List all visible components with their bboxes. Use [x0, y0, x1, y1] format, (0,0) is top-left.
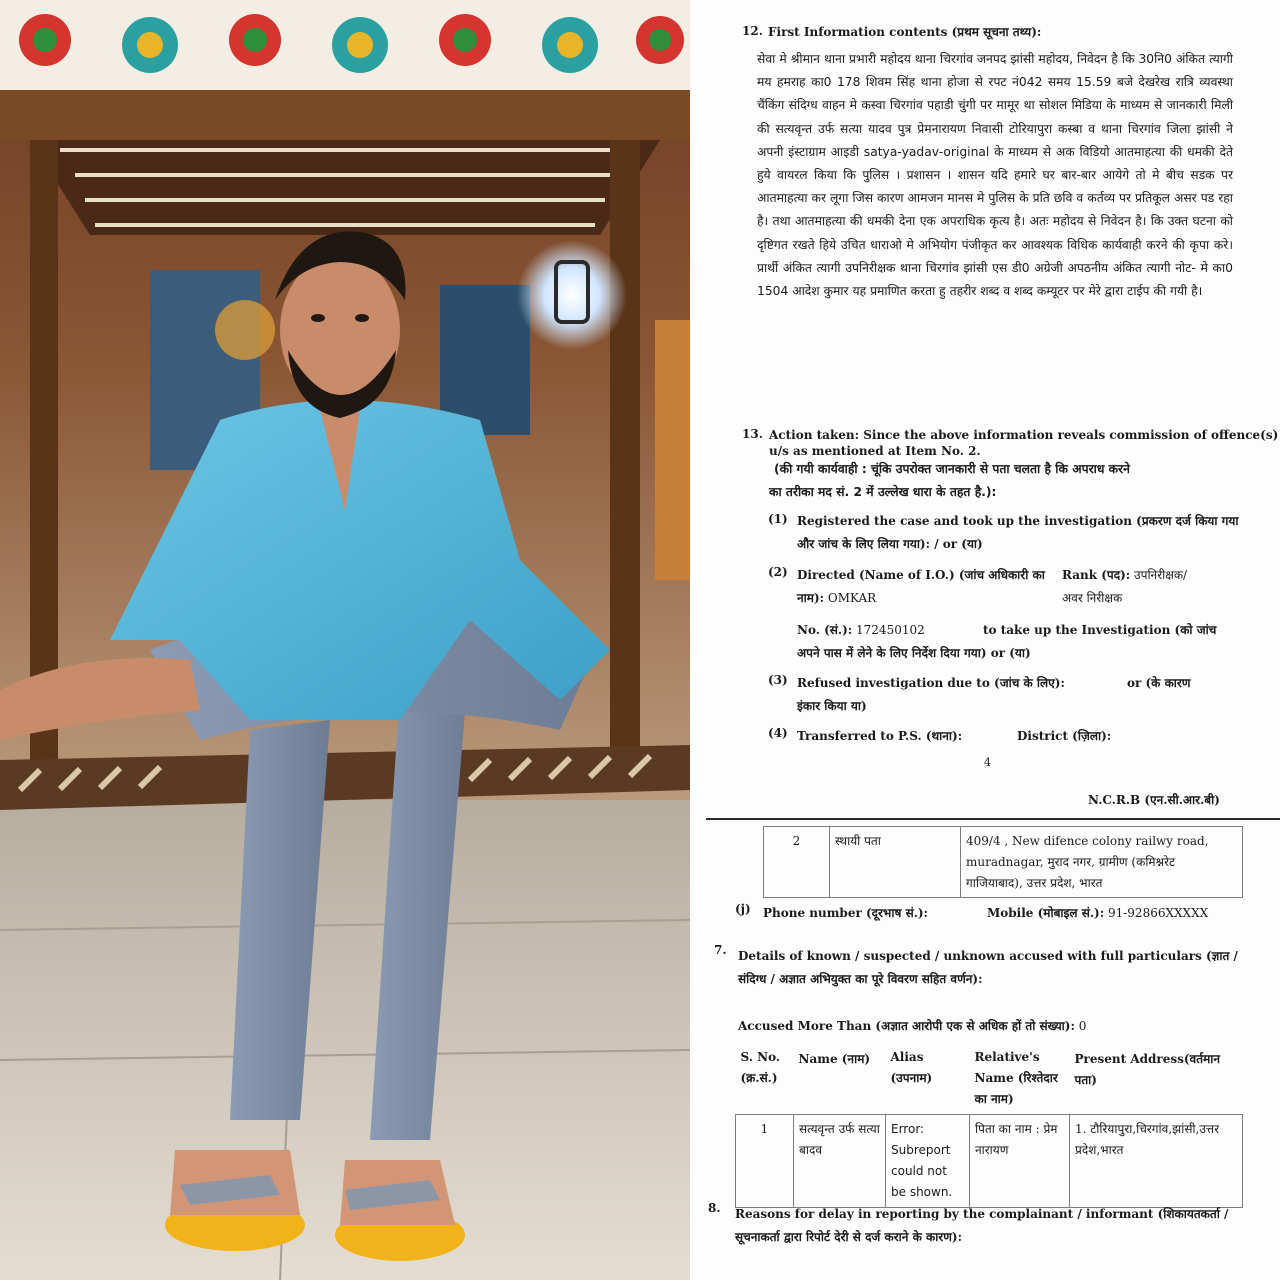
section-13-number: 13. [742, 427, 763, 441]
accused-table [735, 1043, 1243, 1208]
item-3-line-1: Refused investigation due to (जांच के लिए): [797, 676, 1065, 690]
item-3-number: (3) [768, 673, 788, 687]
item-1-line-2: और जांच के लिए लिया गया): / or (या) [797, 537, 983, 551]
header-alias: Alias (उपनाम) [886, 1043, 970, 1115]
section-8-heading-2: सूचनाकर्ता द्वारा रिपोर्ट देरी से दर्ज कराने के कारण): [735, 1230, 962, 1244]
item-3-or: or (के कारण [1127, 676, 1191, 690]
lantern-glow [517, 240, 627, 350]
io-number: 172450102 [856, 623, 925, 637]
take-up-investigation-2: अपने पास में लेने के लिए निर्देश दिया गया) or (या) [797, 646, 1031, 660]
section-7-number: 7. [714, 943, 727, 957]
item-2-name-label: नाम): [797, 591, 825, 605]
accused-count-label: Accused More Than (अज्ञात आरोपी एक से अधिक हों तो संख्या): [738, 1019, 1075, 1033]
accused-count-value: 0 [1078, 1019, 1087, 1033]
io-name: OMKAR [827, 591, 877, 605]
item-3-line-2: इंकार किया या) [797, 699, 867, 713]
page-number: 4 [984, 756, 991, 769]
first-information-body: सेवा मे श्रीमान थाना प्रभारी महोदय थाना चिरगांव जनपद झांसी महोदय, निवेदन है कि 30नि0 अंकित त्यागी मय हमराह का0 178 शिवम सिंह थाना होजा से रपट नं042 समय 15.59 बजे देखरेख रात्रि व्यवस्था चैंकिंग संदिग्ध वाहन मे कस्वा चिरगांव पहाडी चुंगी पर मामूर था सोशल मिडिया के माध्यम से जानकारी मिली की सत्यवृन्त उर्फ सत्या यादव पुत्र प्रेमनारायण निवासी टोरियापुरा कस्बा व थाना चिरगांव जिला झांसी ने अपनी इंस्टाग्राम आइडी satya-yadav-original के माध्यम से अक विडियो आतमाहत्या की धमकी देते हुये वायरल किया कि पुलिस । प्रशासन । शासन यदि हमारे घर बार-बार आयेगे तो मे बीच सडक पर आतमाहत्या कर लूगा जिस कारण आमजन मानस मे पुलिस के प्रति छवि व कर्तव्य पर प्रतिकूल असर पड रहा है। तथा आतमाहत्या की धमकी देना एक अपराधिक कृत्य है। अतः महोदय से निवेदन है। कि उक्त घटना को दृष्टिगत रखते हिये उचित धाराओ मे अभियोग पंजीकृत कर आवश्यक विधिक कार्यवाही करने की कृपा करे। प्रार्थी अंकित त्यागी उपनिरीक्षक थाना चिरगांव झांसी एस डी0 अग्रेजी अपठनीय अंकित त्यागी नोट- मे का0 1504 आदेश कुमार यह प्रमाणित करता हु तहरीर शब्द व शब्द कम्यूटर पर मेरे द्वारा टाईप की गयी है। [757, 52, 1233, 299]
painting-figure [215, 300, 275, 360]
item-4-number: (4) [768, 726, 788, 740]
section-12-heading: First Information contents (प्रथम सूचना तथ्य): [768, 25, 1042, 39]
accused-address: 1. टौरियापुरा,चिरगांव,झांसी,उत्तर प्रदेश,भारत [1070, 1115, 1243, 1208]
phone-j-label: (j) [735, 902, 751, 916]
address-table [763, 826, 1243, 898]
section-12-number: 12. [742, 24, 763, 38]
rank-label: Rank (पद): [1062, 568, 1131, 582]
accused-relative: पिता का नाम : प्रेम नारायण [970, 1115, 1070, 1208]
section-8-number: 8. [708, 1201, 721, 1215]
mobile-label: Mobile (मोबाइल सं.): [987, 906, 1105, 920]
accused-table-header [736, 1043, 1243, 1115]
phone-label: Phone number (दूरभाष सं.): [763, 906, 928, 920]
address-line-3: गाजियाबाद), उत्तर प्रदेश, भारत [966, 876, 1103, 890]
accused-name: सत्यवृन्त उर्फ सत्या बादव [794, 1115, 886, 1208]
header-address: Present Address(वर्तमान पता) [1070, 1043, 1243, 1115]
section-13-heading: Action taken: Since the above information reveals commission of offence(s) [769, 428, 1279, 442]
left-eye [311, 314, 325, 322]
item-2-line-1: Directed (Name of I.O.) (जांच अधिकारी का [797, 568, 1045, 582]
address-line-2: muradnagar, मुराद नगर, ग्रामीण (कमिश्नरेट [966, 855, 1176, 869]
transferred-to-ps: Transferred to P.S. (थाना): [797, 729, 963, 743]
accused-sno: 1 [736, 1115, 794, 1208]
painting-right [440, 285, 530, 435]
header-relative: Relative's Name (रिश्तेदार का नाम) [970, 1043, 1070, 1115]
rank-value: उपनिरीक्षक/ [1134, 568, 1188, 582]
take-up-investigation: to take up the Investigation (को जांच [983, 623, 1217, 637]
header-sno: S. No. (क्र.सं.) [736, 1043, 794, 1115]
section-7-heading: Details of known / suspected / unknown accused with full particulars (ज्ञात / [738, 949, 1238, 963]
address-label: स्थायी पता [830, 827, 961, 898]
address-value [961, 827, 1243, 898]
section-13-heading-2: u/s as mentioned at Item No. 2. [769, 444, 981, 458]
right-wall-art [655, 320, 690, 580]
right-eye [355, 314, 369, 322]
section-8-heading: Reasons for delay in reporting by the complainant / informant (शिकायतकर्ता / [735, 1207, 1229, 1221]
table-row [736, 1115, 1243, 1208]
district-label: District (ज़िला): [1017, 729, 1112, 743]
mobile-value: 91-92866XXXXX [1107, 906, 1209, 920]
section-13-hindi-1: (की गयी कार्यवाही : चूंकि उपरोक्त जानकारी से पता चलता है कि अपराध करने [774, 462, 1130, 476]
io-number-label: No. (सं.): [797, 623, 853, 637]
section-7-heading-2: संदिग्ध / अज्ञात अभियुक्त का पूरे विवरण सहित वर्णन): [738, 972, 983, 986]
item-2-number: (2) [768, 565, 788, 579]
address-sno: 2 [764, 827, 830, 898]
right-post [610, 140, 640, 760]
item-1-line-1: Registered the case and took up the investigation (प्रकरण दर्ज किया गया [797, 514, 1239, 528]
accused-alias: Error: Subreport could not be shown. [886, 1115, 970, 1208]
canopy-roof [30, 140, 660, 235]
item-1-number: (1) [768, 512, 788, 526]
page-divider [706, 818, 1280, 820]
left-post [30, 140, 58, 760]
address-line-1: 409/4 , New difence colony railwy road, [966, 834, 1209, 848]
rank-value-2: अवर निरीक्षक [1062, 591, 1123, 605]
fir-document [690, 0, 1280, 1280]
header-name: Name (नाम) [794, 1043, 886, 1115]
section-13-hindi-2: का तरीका मद सं. 2 में उल्लेख धारा के तहत है.): [769, 485, 997, 499]
canopy-beam [0, 90, 690, 140]
ncrb-footer: N.C.R.B (एन.सी.आर.बी) [1088, 793, 1220, 807]
